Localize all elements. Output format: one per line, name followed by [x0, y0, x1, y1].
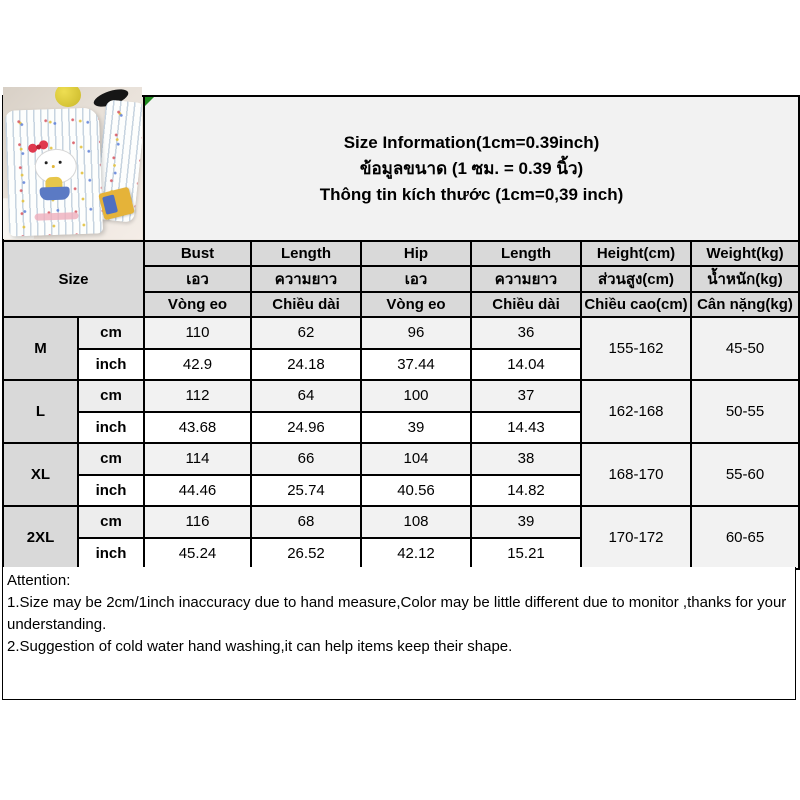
col-weight-en: Weight(kg)	[691, 241, 799, 266]
cell-m-length1-inch: 24.18	[251, 349, 361, 381]
unit-label: inch	[78, 412, 144, 444]
cell-xl-length1-inch: 25.74	[251, 475, 361, 507]
cell-m-height: 155-162	[581, 317, 691, 380]
pink-text-print-graphic	[34, 212, 78, 221]
cell-m-weight: 45-50	[691, 317, 799, 380]
cell-m-bust-inch: 42.9	[144, 349, 251, 381]
col-weight-th: น้ำหนัก(kg)	[691, 266, 799, 292]
cell-xl-weight: 55-60	[691, 443, 799, 506]
cell-2xl-length1-cm: 68	[251, 506, 361, 538]
yellow-ball-graphic	[55, 87, 81, 107]
cell-m-hip-inch: 37.44	[361, 349, 471, 381]
size-name-l: L	[3, 380, 78, 443]
col-length2-en: Length	[471, 241, 581, 266]
cell-l-weight: 50-55	[691, 380, 799, 443]
cell-2xl-hip-inch: 42.12	[361, 538, 471, 570]
col-length1-th: ความยาว	[251, 266, 361, 292]
cell-l-length1-inch: 24.96	[251, 412, 361, 444]
green-corner-marker-icon	[145, 97, 154, 106]
unit-label: cm	[78, 380, 144, 412]
attention-line-1: 1.Size may be 2cm/1inch inaccuracy due to hand measure,Color may be little different due to monitor ,thanks for your understanding.	[7, 594, 787, 633]
attention-notes	[2, 567, 796, 700]
cell-2xl-length2-cm: 39	[471, 506, 581, 538]
size-name-m: M	[3, 317, 78, 380]
cell-l-length2-cm: 37	[471, 380, 581, 412]
unit-label: cm	[78, 443, 144, 475]
cell-l-bust-inch: 43.68	[144, 412, 251, 444]
cell-2xl-length1-inch: 26.52	[251, 538, 361, 570]
unit-label: cm	[78, 317, 144, 349]
unit-label: inch	[78, 349, 144, 381]
size-name-xl: XL	[3, 443, 78, 506]
cell-xl-bust-cm: 114	[144, 443, 251, 475]
cell-2xl-bust-cm: 116	[144, 506, 251, 538]
cell-l-hip-inch: 39	[361, 412, 471, 444]
cell-l-bust-cm: 112	[144, 380, 251, 412]
unit-label: inch	[78, 538, 144, 570]
pajama-shirt-graphic	[5, 107, 103, 236]
cell-l-hip-cm: 100	[361, 380, 471, 412]
cell-xl-height: 168-170	[581, 443, 691, 506]
cell-l-length1-cm: 64	[251, 380, 361, 412]
kitty-nose	[52, 165, 55, 168]
cell-m-length1-cm: 62	[251, 317, 361, 349]
product-photo-image	[3, 87, 142, 239]
col-hip-th: เอว	[361, 266, 471, 292]
col-height-th: ส่วนสูง(cm)	[581, 266, 691, 292]
col-hip-en: Hip	[361, 241, 471, 266]
col-bust-en: Bust	[144, 241, 251, 266]
cell-xl-hip-inch: 40.56	[361, 475, 471, 507]
kitty-dress-graphic	[40, 186, 70, 200]
cell-m-length2-cm: 36	[471, 317, 581, 349]
cell-m-hip-cm: 96	[361, 317, 471, 349]
attention-line-2: 2.Suggestion of cold water hand washing,it can help items keep their shape.	[7, 638, 513, 655]
cell-xl-bust-inch: 44.46	[144, 475, 251, 507]
cell-m-bust-cm: 110	[144, 317, 251, 349]
col-bust-th: เอว	[144, 266, 251, 292]
cell-xl-hip-cm: 104	[361, 443, 471, 475]
col-bust-vi: Vòng eo	[144, 292, 251, 317]
cell-2xl-length2-inch: 15.21	[471, 538, 581, 570]
cell-l-height: 162-168	[581, 380, 691, 443]
unit-label: cm	[78, 506, 144, 538]
title-vietnamese: Thông tin kích thước (1cm=0,39 inch)	[319, 184, 624, 204]
cell-xl-length2-inch: 14.82	[471, 475, 581, 507]
cell-2xl-bust-inch: 45.24	[144, 538, 251, 570]
attention-heading: Attention:	[7, 572, 71, 589]
col-length2-th: ความยาว	[471, 266, 581, 292]
cell-2xl-weight: 60-65	[691, 506, 799, 569]
title-thai: ข้อมูลขนาด (1 ซม. = 0.39 นิ้ว)	[359, 158, 584, 178]
title-cell	[144, 96, 799, 241]
title-english: Size Information(1cm=0.39inch)	[343, 132, 600, 152]
col-length1-vi: Chiều dài	[251, 292, 361, 317]
size-name-2xl: 2XL	[3, 506, 78, 569]
col-length2-vi: Chiều dài	[471, 292, 581, 317]
kitty-eye	[45, 161, 48, 164]
cell-m-length2-inch: 14.04	[471, 349, 581, 381]
unit-label: inch	[78, 475, 144, 507]
col-height-vi: Chiều cao(cm)	[581, 292, 691, 317]
cell-2xl-height: 170-172	[581, 506, 691, 569]
cell-xl-length1-cm: 66	[251, 443, 361, 475]
cell-l-length2-inch: 14.43	[471, 412, 581, 444]
size-header-label: Size	[3, 241, 144, 317]
col-length1-en: Length	[251, 241, 361, 266]
kitty-eye	[59, 161, 62, 164]
cell-xl-length2-cm: 38	[471, 443, 581, 475]
price-tag-detail	[102, 194, 118, 214]
col-hip-vi: Vòng eo	[361, 292, 471, 317]
cell-2xl-hip-cm: 108	[361, 506, 471, 538]
col-height-en: Height(cm)	[581, 241, 691, 266]
col-weight-vi: Cân nặng(kg)	[691, 292, 799, 317]
